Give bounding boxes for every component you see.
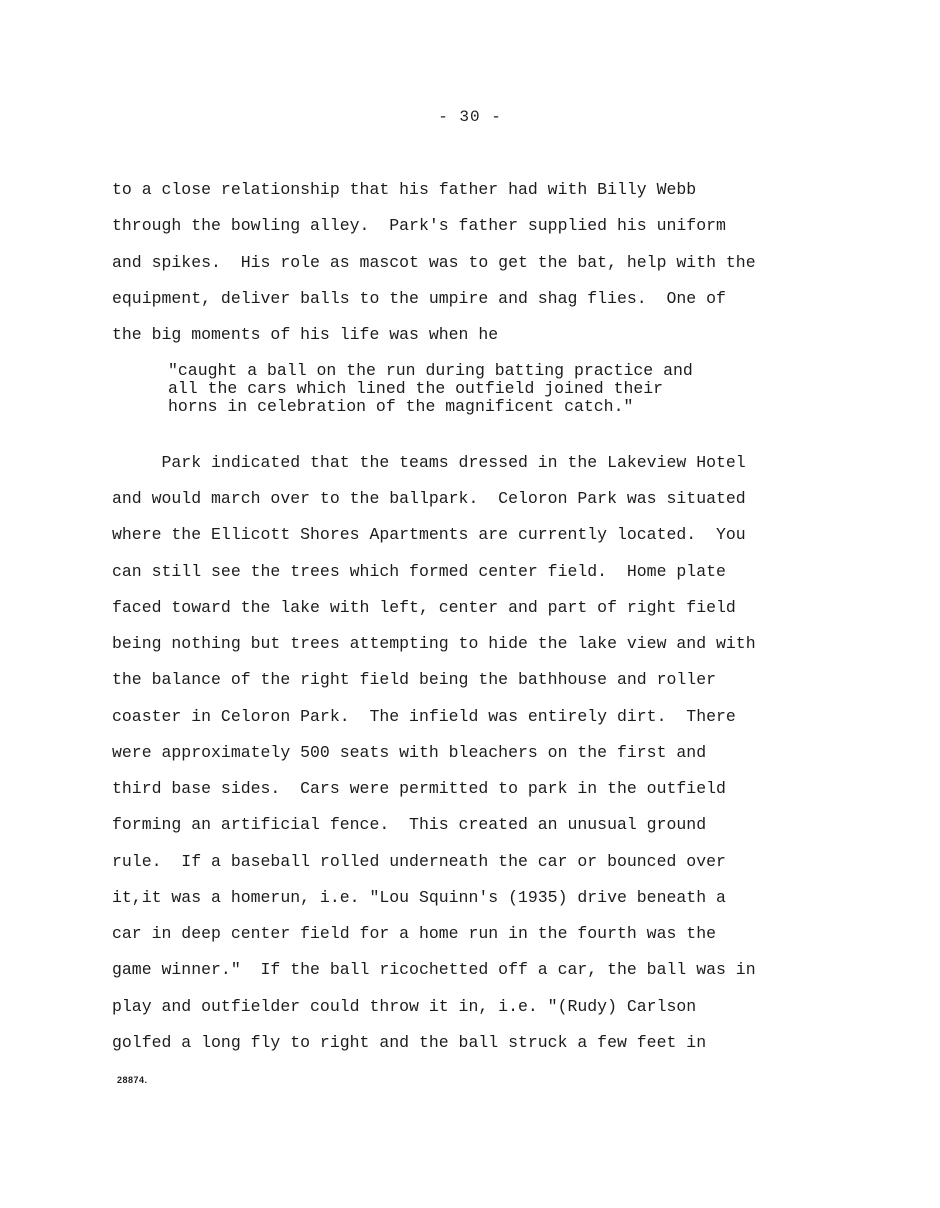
paragraph-2-line: being nothing but trees attempting to hide the lake view and with xyxy=(112,634,756,653)
paragraph-2-line: where the Ellicott Shores Apartments are currently located. You xyxy=(112,525,746,544)
paragraph-1-line: and spikes. His role as mascot was to get the bat, help with the xyxy=(112,253,756,272)
paragraph-2-line: rule. If a baseball rolled underneath the car or bounced over xyxy=(112,852,726,871)
paragraph-2-line: and would march over to the ballpark. Celoron Park was situated xyxy=(112,489,746,508)
block-quote-line: horns in celebration of the magnificent catch." xyxy=(168,397,634,416)
block-quote-line: all the cars which lined the outfield joined their xyxy=(168,379,664,398)
paragraph-1-line: the big moments of his life was when he xyxy=(112,325,499,344)
paragraph-1-line: equipment, deliver balls to the umpire and shag flies. One of xyxy=(112,289,726,308)
paragraph-2-line: play and outfielder could throw it in, i.e. "(Rudy) Carlson xyxy=(112,997,697,1016)
paragraph-2-line: golfed a long fly to right and the ball struck a few feet in xyxy=(112,1033,707,1052)
paragraph-2-line: coaster in Celoron Park. The infield was entirely dirt. There xyxy=(112,707,736,726)
paragraph-2-line: Park indicated that the teams dressed in the Lakeview Hotel xyxy=(112,453,746,472)
paragraph-2-line: faced toward the lake with left, center and part of right field xyxy=(112,598,736,617)
paragraph-2-line: it,it was a homerun, i.e. "Lou Squinn's (1935) drive beneath a xyxy=(112,888,726,907)
paragraph-1-line: through the bowling alley. Park's father supplied his uniform xyxy=(112,216,726,235)
paragraph-2-line: were approximately 500 seats with bleachers on the first and xyxy=(112,743,707,762)
page-number: - 30 - xyxy=(438,108,502,126)
block-quote-line: "caught a ball on the run during batting practice and xyxy=(168,361,693,380)
paragraph-2-line: third base sides. Cars were permitted to park in the outfield xyxy=(112,779,726,798)
paragraph-2-line: car in deep center field for a home run in the fourth was the xyxy=(112,924,716,943)
paragraph-1-line: to a close relationship that his father had with Billy Webb xyxy=(112,180,697,199)
paragraph-2-line: game winner." If the ball ricochetted off a car, the ball was in xyxy=(112,960,756,979)
paragraph-2-line: the balance of the right field being the bathhouse and roller xyxy=(112,670,716,689)
document-code: 28874. xyxy=(117,1075,148,1085)
paragraph-2-line: can still see the trees which formed center field. Home plate xyxy=(112,562,726,581)
paragraph-2-line: forming an artificial fence. This created an unusual ground xyxy=(112,815,707,834)
